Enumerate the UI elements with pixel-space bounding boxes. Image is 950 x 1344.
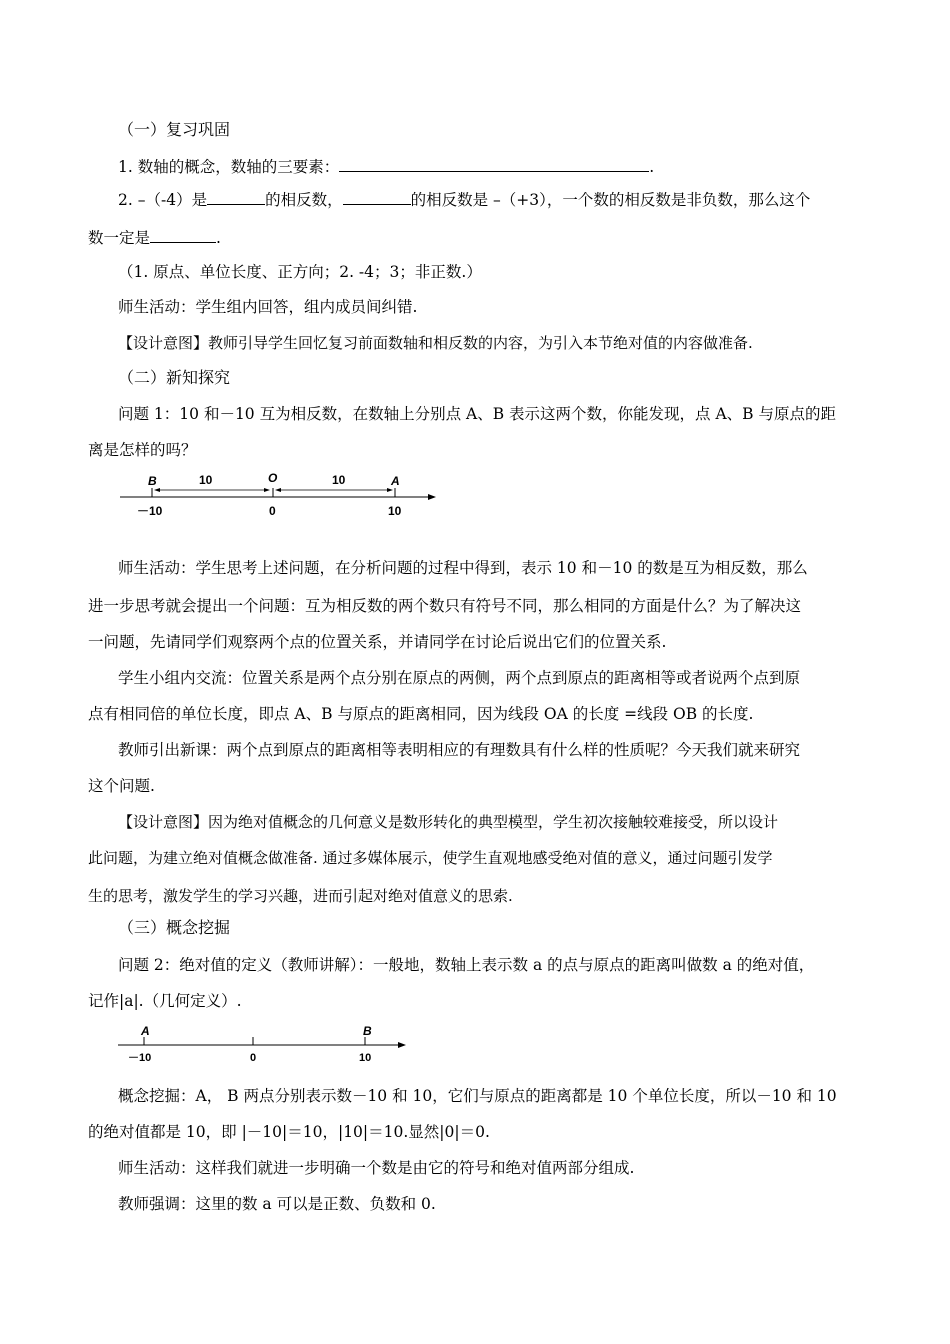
q2-blank-1 bbox=[207, 190, 265, 205]
label-zero: 0 bbox=[269, 504, 276, 518]
review-design-intent: 【设计意图】教师引导学生回忆复习前面数轴和相反数的内容，为引入本节绝对值的内容做准备. bbox=[118, 334, 753, 352]
review-question-2-line2 bbox=[88, 228, 221, 248]
concept-activity: 师生活动：这样我们就进一步明确一个数是由它的符号和绝对值两部分组成. bbox=[118, 1159, 635, 1177]
q2-text-c: 的相反数是 –（+3），一个数的相反数是非负数，那么这个 bbox=[410, 191, 811, 209]
arrowhead bbox=[275, 488, 281, 492]
axis-arrowhead bbox=[428, 494, 436, 500]
label-b: B bbox=[363, 1024, 372, 1038]
group-line-2: 点有相同倍的单位长度，即点 A、B 与原点的距离相同，因为线段 OA 的长度 =线段 OB 的长度. bbox=[88, 705, 754, 723]
label-b: B bbox=[148, 474, 157, 488]
label-pos-10: 10 bbox=[359, 1052, 372, 1064]
label-pos-10: 10 bbox=[388, 504, 402, 518]
label-neg-10: －10 bbox=[137, 504, 163, 518]
teacher-line-1: 教师引出新课：两个点到原点的距离相等表明相应的有理数具有什么样的性质呢？今天我们就来研究 bbox=[118, 741, 801, 759]
problem-1-line2: 离是怎样的吗？ bbox=[88, 441, 197, 459]
design-intent-line-1: 【设计意图】因为绝对值概念的几何意义是数形转化的典型模型，学生初次接触较难接受，所以设计 bbox=[118, 813, 779, 831]
arrowhead bbox=[264, 488, 270, 492]
section-heading-review: （一）复习巩固 bbox=[118, 120, 231, 139]
activity-line-3: 一问题，先请同学们观察两个点的位置关系，并请同学在讨论后说出它们的位置关系. bbox=[88, 633, 667, 651]
mining-line-2: 的绝对值都是 10，即 |－10|＝10，|10|＝10.显然|0|＝0. bbox=[88, 1123, 490, 1141]
label-distance-right: 10 bbox=[332, 473, 346, 487]
q1-blank bbox=[339, 157, 649, 172]
q2-text-b: 的相反数， bbox=[265, 191, 343, 209]
mining-line-1: 概念挖掘：A， B 两点分别表示数－10 和 10，它们与原点的距离都是 10 个单位长度，所以－10 和 10 bbox=[118, 1087, 837, 1105]
q2-text-a: 2. –（-4）是 bbox=[118, 191, 208, 209]
review-question-1 bbox=[118, 157, 654, 177]
label-o: O bbox=[268, 471, 278, 485]
q2-text-d: 数一定是 bbox=[88, 229, 151, 247]
q1-text: 1. 数轴的概念，数轴的三要素： bbox=[118, 158, 340, 176]
teacher-emphasis: 教师强调：这里的数 a 可以是正数、负数和 0. bbox=[118, 1195, 436, 1213]
activity-line-1: 师生活动：学生思考上述问题，在分析问题的过程中得到，表示 10 和－10 的数是互为相反数，那么 bbox=[118, 559, 808, 577]
label-a: A bbox=[391, 474, 400, 488]
section-heading-explore: （二）新知探究 bbox=[118, 368, 231, 387]
number-line-diagram-2 bbox=[110, 1018, 410, 1068]
q2-blank-3 bbox=[150, 228, 216, 243]
review-activity: 师生活动：学生组内回答，组内成员间纠错. bbox=[118, 298, 418, 316]
arrowhead bbox=[387, 488, 393, 492]
label-zero: 0 bbox=[250, 1052, 257, 1064]
axis-arrowhead bbox=[398, 1042, 406, 1048]
teacher-line-2: 这个问题. bbox=[88, 777, 155, 795]
review-answer: （1. 原点、单位长度、正方向；2. -4；3；非正数.） bbox=[118, 263, 482, 281]
label-neg-10: －10 bbox=[128, 1052, 152, 1064]
group-line-1: 学生小组内交流：位置关系是两个点分别在原点的两侧，两个点到原点的距离相等或者说两个点到原 bbox=[118, 669, 801, 687]
section-heading-concept: （三）概念挖掘 bbox=[118, 918, 231, 937]
problem-1-line1: 问题 1：10 和－10 互为相反数，在数轴上分别点 A、B 表示这两个数，你能发现，点 A、B 与原点的距 bbox=[118, 405, 836, 423]
label-distance-left: 10 bbox=[199, 473, 213, 487]
q1-suffix: . bbox=[649, 158, 655, 176]
problem-2-line2: 记作|a|.（几何定义）. bbox=[88, 992, 242, 1010]
design-intent-line-2: 此问题，为建立绝对值概念做准备. 通过多媒体展示，使学生直观地感受绝对值的意义，通过问题引发学 bbox=[88, 849, 773, 867]
q2-blank-2 bbox=[343, 190, 411, 205]
number-line-diagram-1 bbox=[110, 464, 450, 524]
label-a: A bbox=[141, 1024, 150, 1038]
arrowhead bbox=[154, 488, 160, 492]
design-intent-line-3: 生的思考，激发学生的学习兴趣，进而引起对绝对值意义的思索. bbox=[88, 887, 513, 905]
activity-line-2: 进一步思考就会提出一个问题：互为相反数的两个数只有符号不同，那么相同的方面是什么？为了解决这 bbox=[88, 597, 802, 615]
review-question-2-line1 bbox=[118, 190, 810, 210]
q2-text-e: . bbox=[216, 229, 221, 247]
problem-2-line1: 问题 2：绝对值的定义（教师讲解）：一般地，数轴上表示数 a 的点与原点的距离叫做数 a 的绝对值， bbox=[118, 956, 815, 974]
